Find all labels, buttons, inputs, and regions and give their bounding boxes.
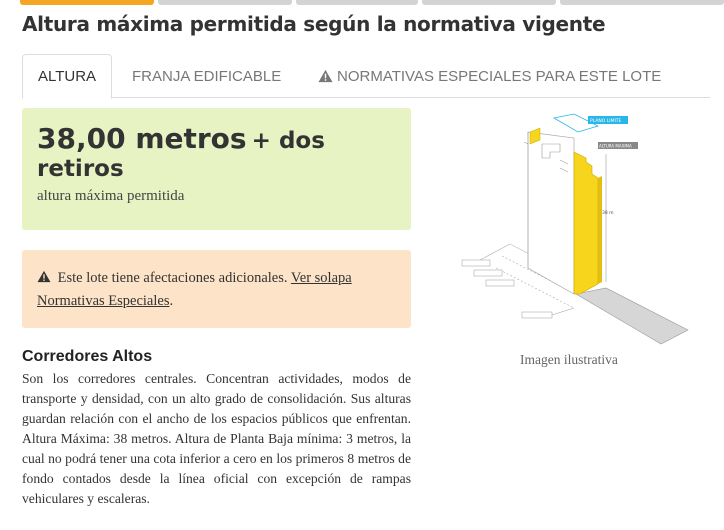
plano-limite-label: PLANO LIMITE xyxy=(590,119,622,124)
zone-description: Son los corredores centrales. Concentran actividades, modos de transporte y densidad, con un alto grado de consolidación. Sus alturas guardan relación con el ancho de los espacios públicos que enfrentan. Altura Máxima: 38 metros. Altura de Planta Baja mínima: 3 metros, la cual no podrá tener una cota inferior a cero en los primeros 8 metros de fondo contados desde la línea oficial con excepción de rampas vehiculares y escaleras. xyxy=(22,371,411,506)
tab-label: NORMATIVAS ESPECIALES PARA ESTE LOTE xyxy=(337,67,662,85)
max-height-value: 38,00 metros xyxy=(37,122,247,155)
building-illustration xyxy=(456,108,696,348)
height-dimension-label: 38 m xyxy=(602,211,614,216)
tab-normativas-especiales[interactable] xyxy=(318,54,661,98)
zone-title: Corredores Altos xyxy=(22,348,153,365)
top-tab[interactable] xyxy=(560,0,724,5)
warning-icon xyxy=(37,270,51,283)
top-tab-strip xyxy=(0,0,724,6)
top-tab[interactable] xyxy=(296,0,418,5)
alert-trailing: . xyxy=(169,293,174,309)
tab-altura[interactable] xyxy=(22,54,112,99)
top-tab[interactable] xyxy=(158,0,292,5)
special-regulations-link[interactable]: Ver solapa Normativas Especiales xyxy=(37,270,352,309)
alert-text: Este lote tiene afectaciones adicionales. xyxy=(57,270,288,286)
warning-icon xyxy=(318,69,333,83)
special-regulations-alert xyxy=(22,250,411,328)
tab-bar xyxy=(22,54,710,98)
max-height-suffix: + dos retiros xyxy=(37,128,325,182)
tab-label: FRANJA EDIFICABLE xyxy=(132,67,282,85)
max-height-caption: altura máxima permitida xyxy=(37,188,185,204)
max-height-card xyxy=(22,108,411,230)
tab-franja-edificable[interactable] xyxy=(132,54,281,98)
top-tab-active[interactable] xyxy=(20,0,154,5)
altura-maxima-label: ALTURA MAXIMA xyxy=(599,143,632,149)
top-tab[interactable] xyxy=(422,0,556,5)
illustration-caption: Imagen ilustrativa xyxy=(520,352,618,367)
page-title: Altura máxima permitida según la normativa vigente xyxy=(22,12,606,36)
tab-label: ALTURA xyxy=(38,68,97,85)
